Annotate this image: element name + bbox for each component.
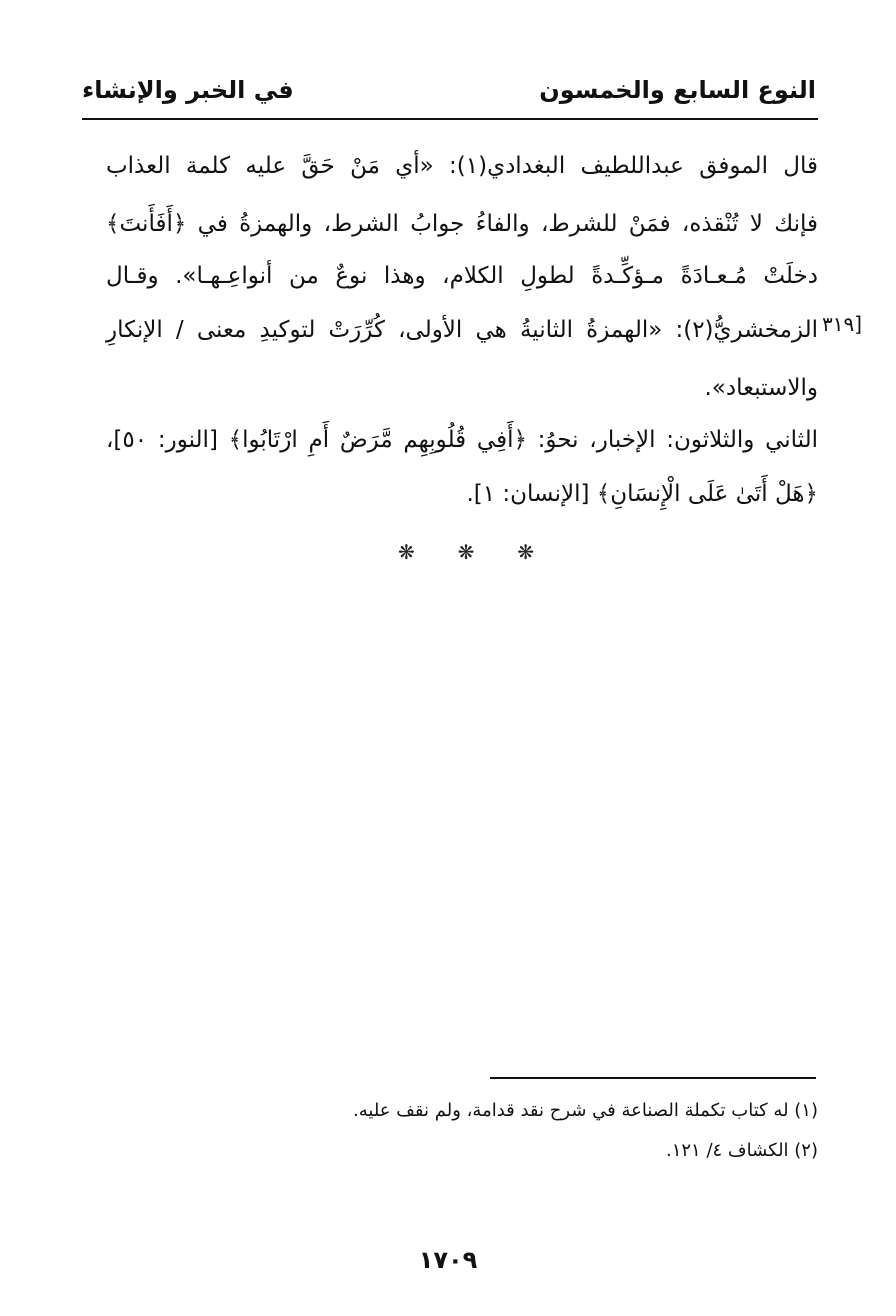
text-line-2: فإنك لا تُنْقذه، فمَنْ للشرط، والفاءُ جوابُ الشرط، والهمزةُ في ﴿أَفَأَنتَ﴾ xyxy=(106,211,818,237)
page-number: ١٧٠٩ xyxy=(418,1246,478,1274)
chapter-title: النوع السابع والخمسون xyxy=(539,76,816,104)
footnote-2: (٢) الكشاف ٤/ ١٢١. xyxy=(665,1140,818,1161)
section-separator xyxy=(398,540,534,564)
footnote-1: (١) له كتاب تكملة الصناعة في شرح نقد قدامة، ولم نقف عليه. xyxy=(353,1100,818,1121)
section-title: في الخبر والإنشاء xyxy=(82,76,294,104)
separator-star-icon: ❋ xyxy=(398,540,415,564)
running-header xyxy=(82,70,818,120)
text-line-1: قال الموفق عبداللطيف البغدادي(١): «أي مَنْ حَقَّ عليه كلمة العذاب xyxy=(106,153,818,179)
text-line-6: الثاني والثلاثون: الإخبار، نحوُ: ﴿أَفِي قُلُوبِهِم مَّرَضٌ أَمِ ارْتَابُوا﴾ [النور: ٥٠]، xyxy=(106,427,818,453)
text-line-7: ﴿هَلْ أَتَىٰ عَلَى الْإِنسَانِ﴾ [الإنسان: ١]. xyxy=(466,481,818,507)
page-reference-marker: [٣١٩ xyxy=(822,312,863,336)
text-line-5: والاستبعاد». xyxy=(704,375,818,401)
separator-star-icon: ❋ xyxy=(457,540,475,564)
text-line-3: دخلَتْ مُـعـادَةً مـؤكِّـدةً لطولِ الكلام، وهذا نوعٌ من أنواعِـهـا». وقـال xyxy=(106,263,818,289)
footnote-divider xyxy=(490,1077,816,1079)
separator-star-icon: ❋ xyxy=(517,540,534,564)
text-line-4: الزمخشريُّ(٢): «الهمزةُ الثانيةُ هي الأولى، كُرِّرَتْ لتوكيدِ معنى / الإنكارِ xyxy=(106,317,818,343)
